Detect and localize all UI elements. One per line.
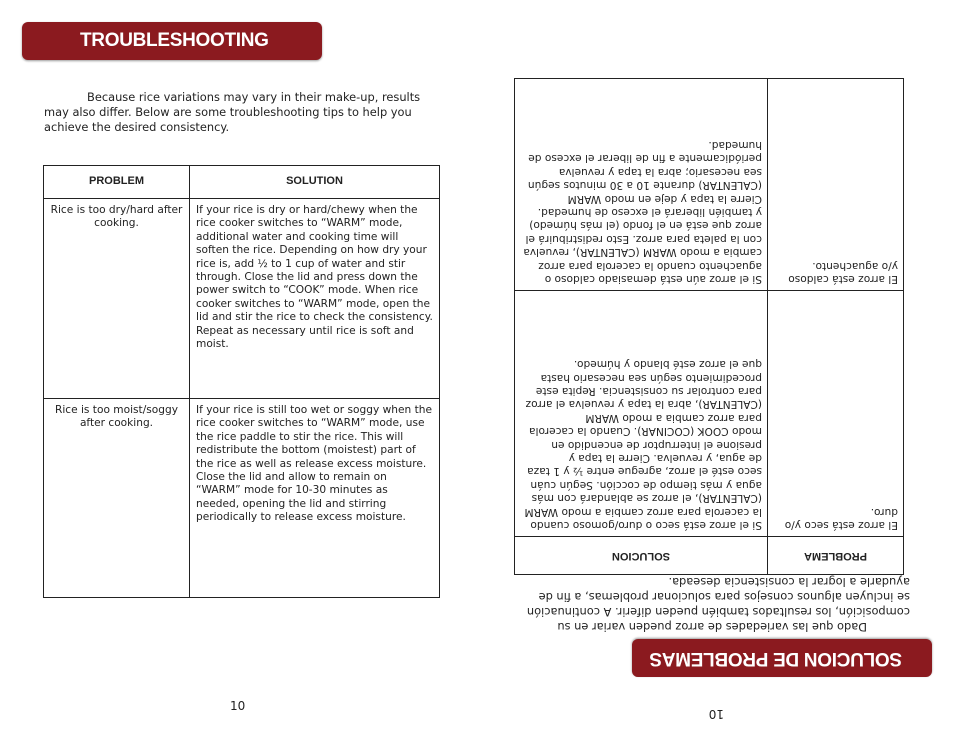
page-number: 10 <box>708 707 724 721</box>
solution-cell: If your rice is still too wet or soggy when the rice cooker switches to “WARM” mode, use the rice paddle to stir the rice. This will redistribute the bottom (moistest) part of the rice as well as release excess moisture. Close the lid and allow to remain on “WARM” mode for 10-30 minutes as needed, opening the lid and stirring periodically to release excess moisture. <box>190 399 440 598</box>
problem-cell: Rice is too moist/soggy after cooking. <box>44 399 190 598</box>
page-number: 10 <box>230 699 246 713</box>
section-header-banner <box>632 639 932 677</box>
problem-column-header: PROBLEM <box>44 166 190 199</box>
intro-paragraph: Because rice variations may vary in their make-up, results may also differ. Below are some troubleshooting tips to help you achieve the desired consistency. <box>44 90 421 134</box>
troubleshooting-table <box>514 78 904 575</box>
section-title: TROUBLESHOOTING <box>80 30 269 51</box>
solution-column-header: SOLUTION <box>190 166 440 199</box>
section-title: SOLUCION DE PROBLEMAS <box>649 648 902 669</box>
solution-cell: Si el arroz aún está demasiado caldoso o aguachento cuando la cacerola para arroz cambia a modo WARM (CALENTAR), revuelva con la paleta para arroz. Esto redistribuirá el arroz que está en el fondo (el más húmedo) y también liberará el exceso de humedad. Cierre la tapa y deje en modo WARM (CALENTAR) durante 10 a 30 minutos según sea necesario; abra la tapa y revuelva periódicamente a fin de liberar el exceso de humedad. <box>515 79 768 291</box>
solution-column-header: SOLUCION <box>515 537 768 575</box>
solution-cell: Si el arroz está seco o duro/gomoso cuando la cacerola para arroz cambia a modo WARM (CALENTAR), el arroz se ablandará con más agua y más tiempo de cocción. Según cuán seco esté el arroz, agregue entre ½ y 1 taza de agua, y revuelva. Cierre la tapa y presione el interruptor de encendido en modo COOK (COCINAR). Cuando la cacerola para arroz cambia a modo WARM (CALENTAR), abra la tapa y revuelva el arroz para controlar su consistencia. Repita este procedimiento según sea necesario hasta que el arroz esté blando y húmedo. <box>515 291 768 537</box>
solution-cell: If your rice is dry or hard/chewy when the rice cooker switches to “WARM” mode, additional water and cooking time will soften the rice. Depending on how dry your rice is, add ½ to 1 cup of water and stir through. Close the lid and press down the power switch to “COOK” mode. When rice cooker switches to “WARM” mode, open the lid and stir the rice to check the consistency. Repeat as necessary until rice is soft and moist. <box>190 199 440 399</box>
problem-cell: El arroz está seco y/o duro. <box>768 291 904 537</box>
problem-column-header: PROBLEMA <box>768 537 904 575</box>
table-row <box>515 79 904 291</box>
problem-cell: Rice is too dry/hard after cooking. <box>44 199 190 399</box>
table-header-row <box>515 537 904 575</box>
problem-cell: El arroz está caldoso y/o aguachento. <box>768 79 904 291</box>
table-row <box>515 291 904 537</box>
intro-paragraph: Dado que las variedades de arroz pueden variar en su composición, los resultados también pueden diferir. A continuación se incluyen algunos consejos para solucionar problemas, a fin de ayudarle a lograr la consistencia deseada. <box>526 575 910 634</box>
